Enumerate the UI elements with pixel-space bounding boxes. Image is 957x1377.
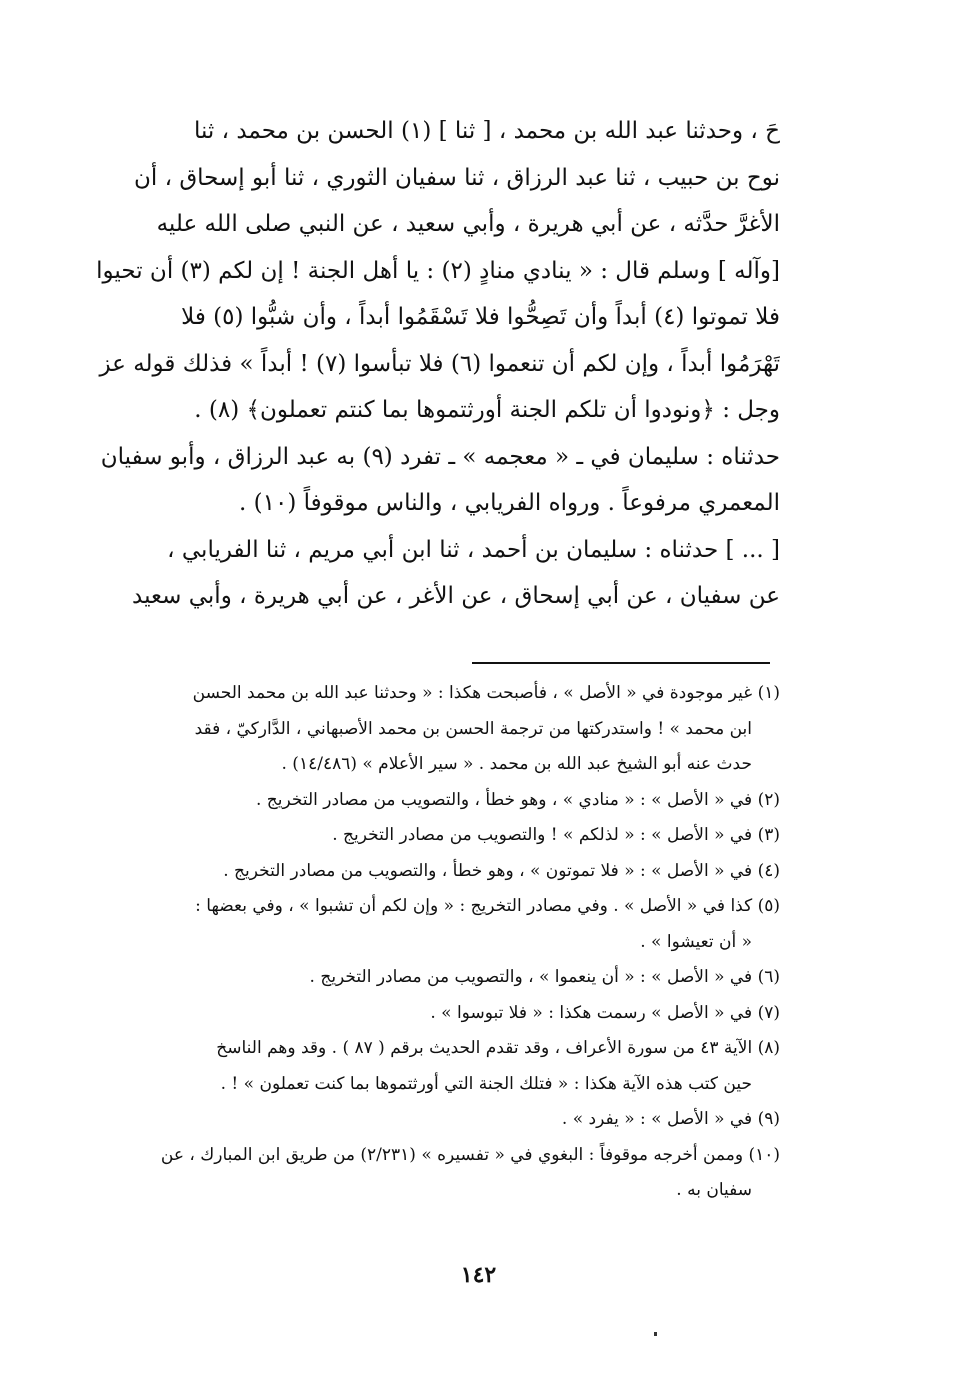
footnote-item: (٦) في « الأصل » : « أن ينعموا » ، والتصويب من مصادر التخريج . xyxy=(309,967,780,987)
main-text-line: [ ... ] حدثناه : سليمان بن أحمد ، ثنا ابن أبي مريم ، ثنا الفريابي ، xyxy=(167,536,780,563)
main-text-line: نوح بن حبيب ، ثنا عبد الرزاق ، ثنا سفيان الثوري ، ثنا أبو إسحاق ، أن xyxy=(134,164,780,191)
footnote-continuation: حدث عنه أبو الشيخ عبد الله بن محمد . « سير الأعلام » (١٤/٤٨٦) . xyxy=(281,754,752,774)
main-text-block xyxy=(90,108,780,620)
footnotes-block xyxy=(92,676,780,1209)
main-text-line: [وآله ] وسلم قال : « ينادي منادٍ (٢) : يا أهل الجنة ! إن لكم (٣) أن تحيوا xyxy=(96,257,780,284)
footnote-item: (١) غير موجودة في « الأصل » ، فأصبحت هكذا : « وحدثنا عبد الله بن محمد الحسن xyxy=(192,683,780,703)
footnote-item: (٢) في « الأصل » : « منادي » ، وهو خطأ ، والتصويب من مصادر التخريج . xyxy=(255,789,780,810)
main-text-line: وجل : ﴿ونودوا أن تلكم الجنة أورثتموها بما كنتم تعملون﴾ (٨) . xyxy=(194,397,780,423)
main-text-line: الأغرَّ حدَّثه ، عن أبي هريرة ، وأبي سعيد ، عن النبي صلى الله عليه xyxy=(156,211,780,237)
footnote-item: (٥) كذا في « الأصل » . وفي مصادر التخريج : « وإن لكم أن تشبوا » ، وفي بعضها : xyxy=(195,896,780,916)
footnote-item: (٩) في « الأصل » : « يفرد » . xyxy=(561,1109,780,1129)
footnote-item: (١٠) وممن أخرجه موقوفاً : البغوي في « تفسيره » (٢/٢٣١) من طريق ابن المبارك ، عن xyxy=(160,1144,780,1165)
main-text-line: عن سفيان ، عن أبي إسحاق ، عن الأغر ، عن أبي هريرة ، وأبي سعيد xyxy=(132,583,780,609)
footnote-continuation: ابن محمد » ! واستدركتها من ترجمة الحسن بن محمد الأصبهاني ، الدَّاركيّ ، فقد xyxy=(194,718,752,739)
main-text-line: تَهْرَمُوا أبداً ، وإن لكم أن تنعموا (٦) فلا تبأسوا (٧) ! أبداً » فذلك قوله عز xyxy=(99,350,780,377)
main-text-line: فلا تموتوا (٤) أبداً وأن تَصِحُّوا فلا تَسْقَمُوا أبداً ، وأن شبُّوا (٥) فلا xyxy=(181,304,780,330)
scan-speck xyxy=(654,1332,657,1336)
main-text-line: حَ ، وحدثنا عبد الله بن محمد ، [ ثنا ] (١) الحسن بن محمد ، ثنا xyxy=(193,118,780,144)
page-number: ١٤٢ xyxy=(460,1262,497,1288)
footnote-divider xyxy=(472,662,770,664)
main-text-line: المعمري مرفوعاً . ورواه الفريابي ، والناس موقوفاً (١٠) . xyxy=(239,490,780,516)
footnote-continuation: حين كتب هذه الآية هكذا : « فتلك الجنة التي أورثتموها بما كنت تعملون » ! . xyxy=(220,1073,752,1094)
footnote-continuation: سفيان به . xyxy=(676,1180,752,1200)
footnote-item: (٨) الآية ٤٣ من سورة الأعراف ، وقد تقدم الحديث برقم ( ٨٧ ) . وقد وهم الناسخ xyxy=(216,1038,780,1058)
footnote-item: (٤) في « الأصل » : « فلا تموتون » ، وهو خطأ ، والتصويب من مصادر التخريج . xyxy=(223,860,780,881)
footnote-continuation: « أن تعيشوا » . xyxy=(640,931,752,952)
footnote-item: (٣) في « الأصل » : « لذلكم » ! والتصويب من مصادر التخريج . xyxy=(332,825,780,845)
main-text-line: حدثناه : سليمان في ـ « معجمه » ـ تفرد (٩) به عبد الرزاق ، وأبو سفيان xyxy=(100,443,780,470)
footnote-item: (٧) في « الأصل » رسمت هكذا : « فلا تبوسوا » . xyxy=(430,1002,780,1023)
